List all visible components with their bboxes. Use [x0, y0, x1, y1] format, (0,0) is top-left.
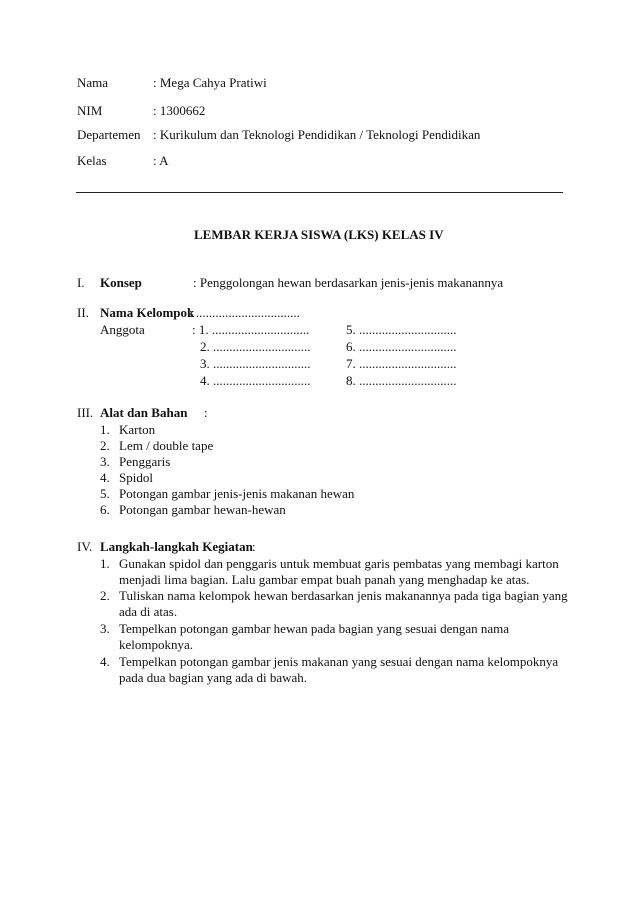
list-number: 2.	[100, 438, 110, 453]
step-line: ada di atas.	[119, 604, 178, 619]
section-heading: Konsep	[100, 275, 142, 290]
list-number: 2.	[100, 588, 110, 603]
member-blank: 6. ..............................	[346, 339, 457, 354]
member-blank: 7. ..............................	[346, 356, 457, 371]
group-name-blank: : ................................	[189, 305, 300, 320]
member-blank: 8. ..............................	[346, 373, 457, 388]
step-line: menjadi lima bagian. Lalu gambar empat buah panah yang menghadap ke atas.	[119, 572, 530, 587]
step-line: kelompoknya.	[119, 637, 194, 652]
section-number: III.	[77, 405, 94, 420]
list-number: 5.	[100, 486, 110, 501]
nim-value: : 1300662	[153, 103, 206, 118]
class-value: : A	[153, 153, 169, 168]
section-number: I.	[77, 275, 85, 290]
step-line: Tempelkan potongan gambar jenis makanan yang sesuai dengan nama kelompoknya	[119, 654, 559, 669]
section-colon: :	[204, 405, 208, 420]
members-label: Anggota	[100, 322, 145, 337]
section-colon: :	[252, 539, 256, 554]
name-label: Nama	[77, 75, 109, 90]
page-title: LEMBAR KERJA SISWA (LKS) KELAS IV	[194, 227, 444, 242]
department-value: : Kurikulum dan Teknologi Pendidikan / Teknologi Pendidikan	[153, 127, 481, 142]
list-item: Potongan gambar hewan-hewan	[119, 502, 286, 517]
member-blank: : 1. ..............................	[192, 322, 310, 337]
list-number: 1.	[100, 422, 110, 437]
section-heading: Nama Kelompok	[100, 305, 195, 320]
concept-value: : Penggolongan hewan berdasarkan jenis-jenis makanannya	[193, 275, 504, 290]
member-blank: 3. ..............................	[200, 356, 311, 371]
list-number: 4.	[100, 470, 110, 485]
name-value: : Mega Cahya Pratiwi	[153, 75, 267, 90]
member-blank: 2. ..............................	[200, 339, 311, 354]
member-blank: 4. ..............................	[200, 373, 311, 388]
list-item: Lem / double tape	[119, 438, 214, 453]
department-label: Departemen	[77, 127, 141, 142]
step-line: pada dua bagian yang ada di bawah.	[119, 670, 308, 685]
list-item: Spidol	[119, 470, 153, 485]
list-item: Penggaris	[119, 454, 171, 469]
step-line: Tuliskan nama kelompok hewan berdasarkan jenis makanannya pada tiga bagian yang	[119, 588, 568, 603]
nim-label: NIM	[77, 103, 103, 118]
section-heading: Langkah-langkah Kegiatan	[100, 539, 253, 554]
list-number: 1.	[100, 556, 110, 571]
list-number: 4.	[100, 654, 110, 669]
list-number: 6.	[100, 502, 110, 517]
section-heading: Alat dan Bahan	[100, 405, 188, 420]
list-item: Potongan gambar jenis-jenis makanan hewan	[119, 486, 355, 501]
list-item: Karton	[119, 422, 156, 437]
step-line: Gunakan spidol dan penggaris untuk membuat garis pembatas yang membagi karton	[119, 556, 559, 571]
class-label: Kelas	[77, 153, 107, 168]
list-number: 3.	[100, 454, 110, 469]
list-number: 3.	[100, 621, 110, 636]
step-line: Tempelkan potongan gambar hewan pada bagian yang sesuai dengan nama	[119, 621, 510, 636]
member-blank: 5. ..............................	[346, 322, 457, 337]
section-number: II.	[77, 305, 89, 320]
section-number: IV.	[77, 539, 93, 554]
header-divider	[76, 192, 563, 193]
